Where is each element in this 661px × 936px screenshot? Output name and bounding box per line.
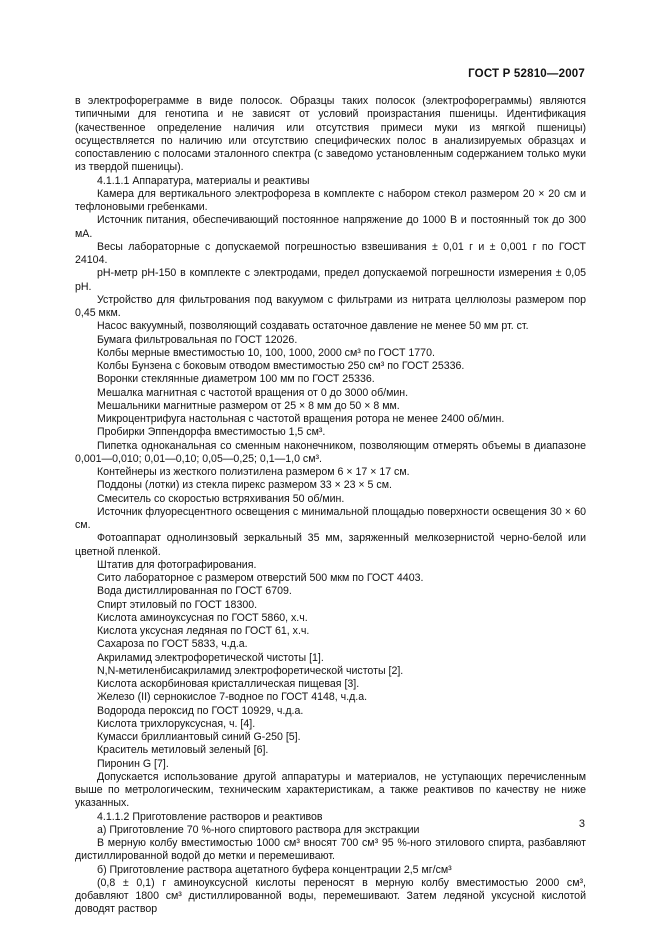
paragraph: Акриламид электрофоретической чистоты [1]. — [97, 651, 324, 664]
paragraph: Штатив для фотографирования. — [97, 558, 257, 571]
paragraph: Пипетка одноканальная со сменным наконечником, позволяющим отмерять объемы в диапазоне 0,001—0,010; 0,01—0,10; 0,05—0,25; 0,1—1,0 см³. — [75, 439, 586, 465]
paragraph: Кислота трихлоруксусная, ч. [4]. — [97, 717, 256, 730]
paragraph: Бумага фильтровальная по ГОСТ 12026. — [97, 333, 298, 346]
paragraph: Колбы мерные вместимостью 10, 100, 1000, 2000 см³ по ГОСТ 1770. — [97, 346, 435, 359]
paragraph: Фотоаппарат однолинзовый зеркальный 35 мм, заряженный мелкозернистой черно-белой или цветной пленкой. — [75, 532, 586, 558]
document-header: ГОСТ Р 52810—2007 — [468, 68, 585, 80]
paragraph: Мешалка магнитная с частотой вращения от 0 до 3000 об/мин. — [97, 386, 409, 399]
paragraph: В мерную колбу вместимостью 1000 см³ вносят 700 см³ 95 %-ного этилового спирта, разбавляют дистиллированной водой до метки и перемешивают. — [75, 837, 586, 863]
paragraph: Допускается использование другой аппаратуры и материалов, не уступающих перечисленным выше по метрологическим, техническим характеристикам, а также реактивов по качеству не ниже указанных. — [75, 770, 586, 810]
paragraph: Водорода пероксид по ГОСТ 10929, ч.д.а. — [97, 704, 304, 717]
paragraph: Кислота аскорбиновая кристаллическая пищевая [3]. — [97, 678, 360, 690]
paragraph: Колбы Бунзена с боковым отводом вместимостью 250 см³ по ГОСТ 25336. — [97, 360, 465, 372]
paragraph: (0,8 ± 0,1) г аминоуксусной кислоты переносят в мерную колбу вместимостью 2000 см³, добавляют 1800 см³ дистиллированной воды, перемешивают. Затем ледяной уксусной кислотой доводят раствор — [75, 876, 586, 916]
paragraph: Кислота аминоуксусная по ГОСТ 5860, х.ч. — [97, 611, 308, 624]
paragraph: 4.1.1.1 Аппаратура, материалы и реактивы — [97, 174, 310, 187]
paragraph: Спирт этиловый по ГОСТ 18300. — [97, 598, 258, 611]
paragraph: Кумасси бриллиантовый синий G-250 [5]. — [97, 731, 301, 743]
paragraph: Вода дистиллированная по ГОСТ 6709. — [97, 585, 292, 598]
paragraph: Устройство для фильтрования под вакуумом с фильтрами из нитрата целлюлозы размером пор 0,45 мкм. — [75, 293, 586, 319]
paragraph: Кислота уксусная ледяная по ГОСТ 61, х.ч. — [97, 625, 310, 637]
paragraph: Воронки стеклянные диаметром 100 мм по ГОСТ 25336. — [97, 373, 375, 386]
paragraph: Поддоны (лотки) из стекла пирекс размером 33 × 23 × 5 см. — [97, 479, 392, 492]
paragraph: Пиронин G [7]. — [97, 757, 169, 770]
paragraph: в электрофореграмме в виде полосок. Образцы таких полосок (электрофореграммы) являются типичными для генотипа и не зависят от условий произрастания пшеницы. Идентификация (качественное определение наличия или отсутствия примеси муки из мягкой пшеницы) осуществляется по наличию или отсутствию специфических полос в анализируемых образцах и сопоставлению с полосами эталонного спектра (с заведомо установленным содержанием только муки из твердой пшеницы). — [75, 95, 586, 174]
paragraph: б) Приготовление раствора ацетатного буфера концентрации 2,5 мг/см³ — [97, 863, 452, 876]
paragraph: Контейнеры из жесткого полиэтилена размером 6 × 17 × 17 см. — [97, 466, 410, 478]
paragraph: 4.1.1.2 Приготовление растворов и реактивов — [97, 810, 323, 823]
paragraph: Насос вакуумный, позволяющий создавать остаточное давление не менее 50 мм рт. ст. — [97, 320, 529, 333]
page-number: 3 — [578, 818, 585, 830]
paragraph: Мешальники магнитные размером от 25 × 8 мм до 50 × 8 мм. — [97, 399, 400, 412]
paragraph: Камера для вертикального электрофореза в комплекте с набором стекол размером 20 × 20 см и тефлоновыми гребенками. — [75, 187, 586, 213]
paragraph: рН-метр рН-150 в комплекте с электродами, предел допускаемой погрешности измерения ± 0,05 рН. — [75, 267, 586, 293]
paragraph: Сито лабораторное с размером отверстий 500 мкм по ГОСТ 4403. — [97, 572, 424, 584]
paragraph: Краситель метиловый зеленый [6]. — [97, 744, 269, 757]
paragraph: Источник флуоресцентного освещения с минимальной площадью поверхности освещения 30 × 60 см. — [75, 505, 586, 531]
paragraph: Смеситель со скоростью встряхивания 50 об/мин. — [97, 492, 345, 505]
paragraph: Железо (II) сернокислое 7-водное по ГОСТ 4148, ч.д.а. — [97, 691, 368, 704]
paragraph: Источник питания, обеспечивающий постоянное напряжение до 1000 В и постоянный ток до 300 мА. — [75, 214, 586, 240]
paragraph: Сахароза по ГОСТ 5833, ч.д.а. — [97, 638, 248, 651]
paragraph: Микроцентрифуга настольная с частотой вращения ротора не менее 2400 об/мин. — [97, 413, 505, 425]
paragraph: Весы лабораторные с допускаемой погрешностью взвешивания ± 0,01 г и ± 0,001 г по ГОСТ 24104. — [75, 240, 586, 266]
paragraph: а) Приготовление 70 %-ного спиртового раствора для экстракции — [97, 823, 420, 836]
paragraph: N,N-метиленбисакриламид электрофоретической чистоты [2]. — [97, 664, 404, 677]
document-body — [75, 95, 586, 917]
paragraph: Пробирки Эппендорфа вместимостью 1,5 см³. — [97, 426, 326, 439]
